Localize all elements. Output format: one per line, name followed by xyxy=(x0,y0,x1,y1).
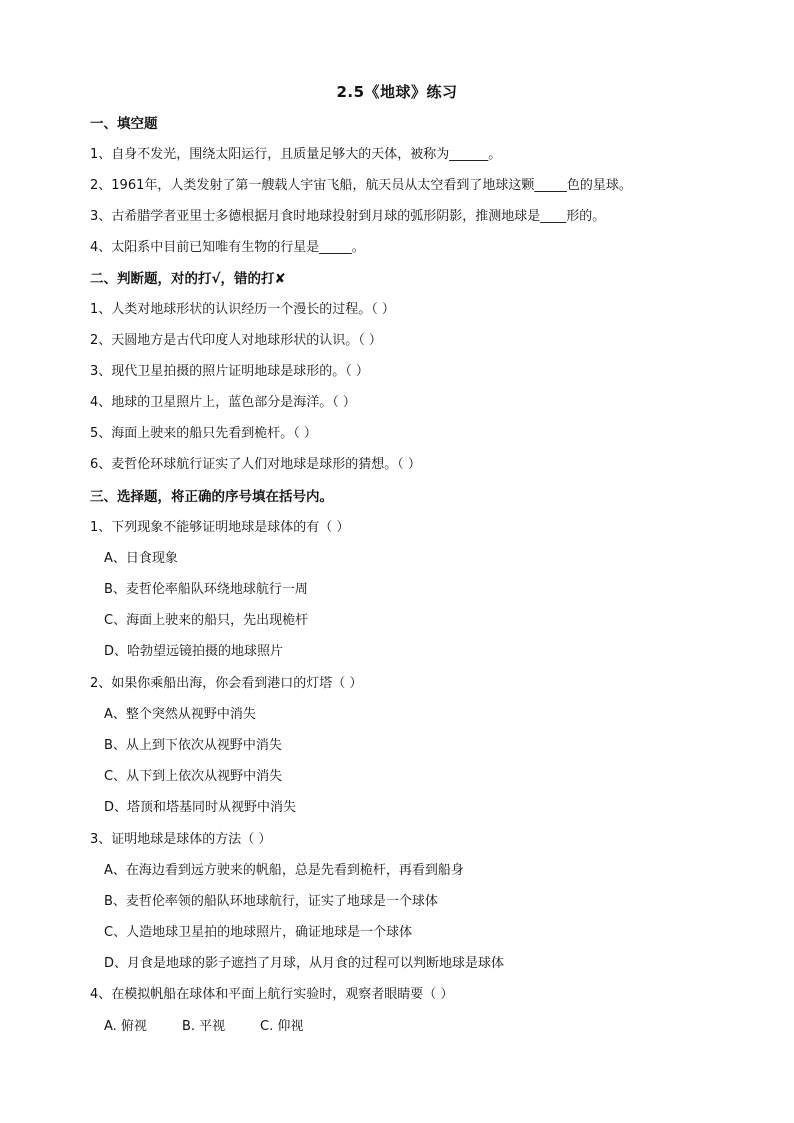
answer-option: B. 平视 xyxy=(182,1019,226,1034)
question-stem: 3、证明地球是球体的方法（ ） xyxy=(90,832,272,847)
question-stem: 2、如果你乘船出海，你会看到港口的灯塔（ ） xyxy=(90,676,363,691)
true-false-item: 2、天圆地方是古代印度人对地球形状的认识。（ ） xyxy=(90,333,382,348)
answer-option: A. 俯视 xyxy=(104,1019,147,1034)
answer-option: D、哈勃望远镜拍摄的地球照片 xyxy=(104,644,284,659)
true-false-item: 6、麦哲伦环球航行证实了人们对地球是球形的猜想。（ ） xyxy=(90,457,421,472)
true-false-item: 5、海面上驶来的船只先看到桅杆。（ ） xyxy=(90,426,317,441)
fill-blank-item: 1、自身不发光，围绕太阳运行，且质量足够大的天体，被称为______。 xyxy=(90,147,502,162)
answer-options-row xyxy=(104,1018,303,1036)
true-false-item: 4、地球的卫星照片上，蓝色部分是海洋。（ ） xyxy=(90,395,356,410)
section-heading-fill-blank: 一、填空题 xyxy=(90,116,158,132)
answer-option: C、海面上驶来的船只，先出现桅杆 xyxy=(104,613,309,628)
answer-option: D、塔顶和塔基同时从视野中消失 xyxy=(104,800,297,815)
true-false-item: 3、现代卫星拍摄的照片证明地球是球形的。（ ） xyxy=(90,364,369,379)
answer-option: B、麦哲伦率船队环绕地球航行一周 xyxy=(104,582,308,597)
page-title: 2.5《地球》练习 xyxy=(336,83,458,101)
answer-option: C. 仰视 xyxy=(260,1019,304,1034)
fill-blank-item: 2、1961年，人类发射了第一艘载人宇宙飞船，航天员从太空看到了地球这颗_____色的星球。 xyxy=(90,178,632,193)
fill-blank-item: 3、古希腊学者亚里士多德根据月食时地球投射到月球的弧形阴影，推测地球是____形的。 xyxy=(90,209,606,224)
answer-option: C、人造地球卫星拍的地球照片，确证地球是一个球体 xyxy=(104,925,413,940)
answer-option: B、麦哲伦率领的船队环地球航行，证实了地球是一个球体 xyxy=(104,894,438,909)
true-false-item: 1、人类对地球形状的认识经历一个漫长的过程。（ ） xyxy=(90,302,395,317)
answer-option: A、整个突然从视野中消失 xyxy=(104,707,256,722)
answer-option: B、从上到下依次从视野中消失 xyxy=(104,738,282,753)
section-heading-multiple-choice: 三、选择题，将正确的序号填在括号内。 xyxy=(90,489,333,505)
answer-option: A、在海边看到远方驶来的帆船，总是先看到桅杆，再看到船身 xyxy=(104,863,464,878)
answer-option: A、日食现象 xyxy=(104,551,178,566)
question-stem: 4、在模拟帆船在球体和平面上航行实验时，观察者眼睛要（ ） xyxy=(90,987,454,1002)
answer-option: D、月食是地球的影子遮挡了月球，从月食的过程可以判断地球是球体 xyxy=(104,956,505,971)
question-stem: 1、下列现象不能够证明地球是球体的有（ ） xyxy=(90,520,350,535)
answer-option: C、从下到上依次从视野中消失 xyxy=(104,769,283,784)
fill-blank-item: 4、太阳系中目前已知唯有生物的行星是_____。 xyxy=(90,240,365,255)
section-heading-true-false: 二、判断题，对的打√，错的打✘ xyxy=(90,271,286,287)
